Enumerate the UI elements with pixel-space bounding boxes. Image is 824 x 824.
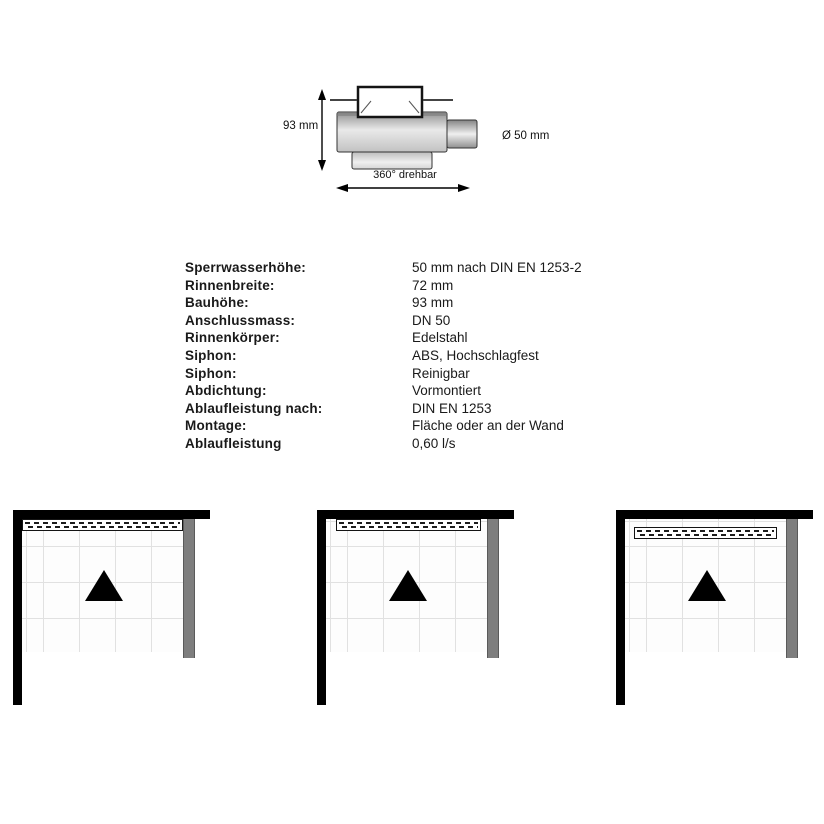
spec-value: 93 mm [412,295,454,311]
spec-value: Reinigbar [412,365,470,381]
spec-value: Fläche oder an der Wand [412,418,564,434]
spec-label: Ablaufleistung nach: [185,400,323,416]
dimension-height-label: 93 mm [283,120,319,132]
wall-left [616,510,625,705]
wall-top [616,510,813,519]
rotation-dimension-arrow [336,184,470,192]
spec-value: Vormontiert [412,383,482,399]
installation-plan-channel-offset-from-wall [616,508,813,708]
wall-left [317,510,326,705]
spec-row [185,259,625,277]
spec-label: Ablaufleistung [185,435,282,451]
wall-left [13,510,22,705]
spec-label: Siphon: [185,347,237,363]
spec-label: Abdichtung: [185,383,267,399]
slope-triangle-icon [389,570,427,601]
channel-cross-section [358,87,422,117]
spec-value: 0,60 l/s [412,435,456,451]
spec-label: Siphon: [185,365,237,381]
siphon-base [352,152,432,169]
drain-channel [22,519,183,531]
spec-value: 50 mm nach DIN EN 1253-2 [412,260,582,275]
drain-channel [634,527,777,539]
installation-plan-channel-inset-at-wall [317,508,514,708]
spec-row [185,435,625,453]
spec-row [185,365,625,383]
spec-row [185,294,625,312]
spec-value: ABS, Hochschlagfest [412,347,539,363]
spec-label: Rinnenbreite: [185,277,275,293]
glass-partition [183,519,195,658]
spec-row [185,312,625,330]
spec-label: Montage: [185,418,247,434]
height-dimension-arrow [318,89,326,171]
product-drawing-section [0,0,824,240]
spec-value: Edelstahl [412,330,468,346]
dimension-diameter-label: Ø 50 mm [502,130,550,142]
spec-row [185,347,625,365]
spec-row [185,417,625,435]
spec-label: Sperrwasserhöhe: [185,260,306,275]
glass-partition [487,519,499,658]
spec-label: Anschlussmass: [185,312,296,328]
glass-partition [786,519,798,658]
spec-value: DN 50 [412,312,451,328]
wall-top [13,510,210,519]
dimension-rotation-label: 360° drehbar [373,169,437,181]
installation-plan-channel-full-width [13,508,210,708]
spec-label: Rinnenkörper: [185,330,280,346]
spec-value: 72 mm [412,277,454,293]
spec-label: Bauhöhe: [185,295,249,311]
drain-channel [336,519,481,531]
outlet-pipe [447,120,477,148]
spec-row [185,382,625,400]
slope-triangle-icon [85,570,123,601]
spec-value: DIN EN 1253 [412,400,492,416]
wall-top [317,510,514,519]
spec-row [185,277,625,295]
spec-row [185,400,625,418]
slope-triangle-icon [688,570,726,601]
spec-table [185,259,625,453]
spec-row [185,329,625,347]
